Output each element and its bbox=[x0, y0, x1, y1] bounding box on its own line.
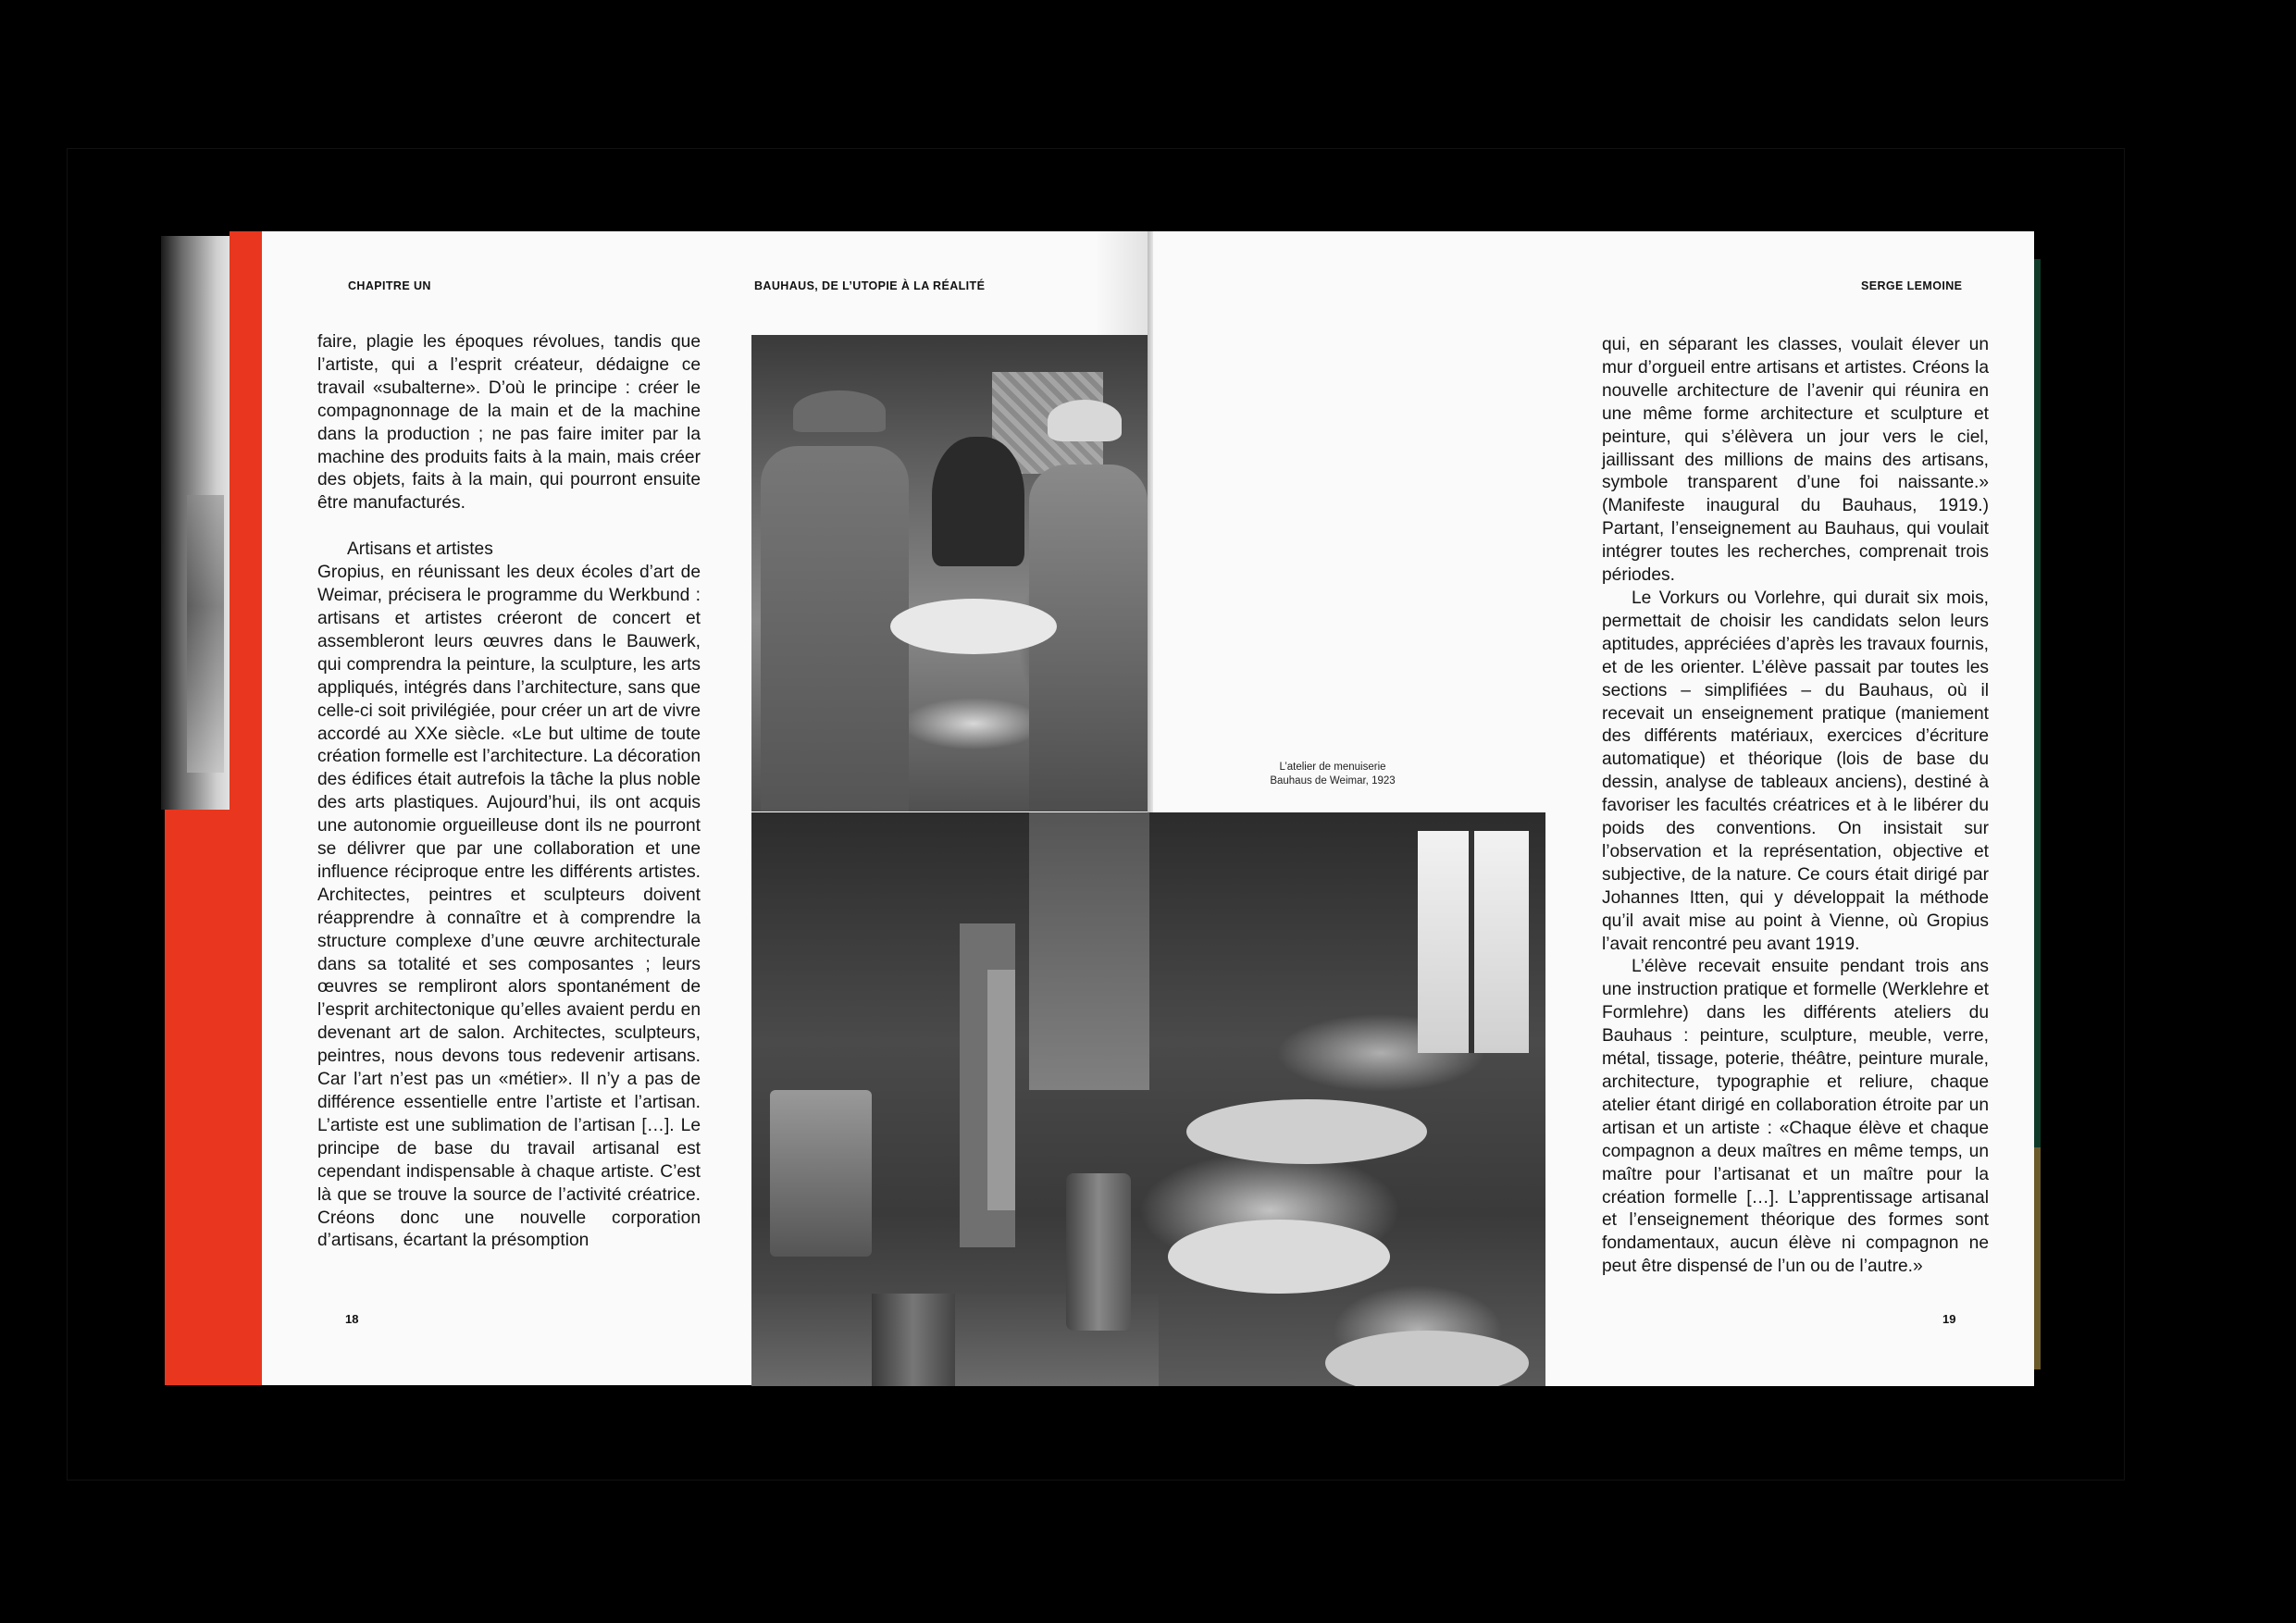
workshop-doorway-light bbox=[987, 970, 1015, 1210]
caption-line-1: L’atelier de menuiserie bbox=[1279, 762, 1386, 773]
workshop-wall bbox=[1029, 812, 1149, 1090]
workbench-top bbox=[1186, 1099, 1427, 1164]
page-number-right: 19 bbox=[1942, 1312, 1956, 1326]
photo-caption bbox=[1240, 761, 1425, 788]
paragraph: L’élève recevait ensuite pendant trois ans une instruction pratique et formelle (Werklehre et Formlehre) dans les différents ateliers du Bauhaus : peinture, sculpture, meuble, verre, métal, tissage, poterie, théâtre, peinture murale, architecture, typographie et reliure, chaque atelier étant dirigé en collaboration étroite par un artisan et un artiste : «Chaque élève et chaque compagnon a deux maîtres en même temps, un maître pour l’artisanat et un maître pour la création formelle […]. L’apprentissage artisanal et l’enseignement théorique des formes sont fondamentaux, aucun élève ni compagnon ne peut être dispensé de l’un ou de l’autre.» bbox=[1602, 957, 1989, 1277]
cafe-table bbox=[890, 599, 1057, 654]
paragraph: qui, en séparant les classes, voulait élever un mur d’orgueil entre artisans et artistes. Créons la nouvelle architecture de l’avenir qui réunira en une même forme architecture et sculpture et peinture, qui s’élèvera un jour vers le ciel, jaillissant des millions de mains des artisans, symbole transparent d’une foi naissante.» (Manifeste inaugural du Bauhaus, 1919.) Partant, l’enseignement au Bauhaus, qui voulait intégrer toutes les recherches, comprenait trois périodes. bbox=[1602, 335, 1989, 586]
figure-center bbox=[932, 437, 1024, 566]
paragraph: Le Vorkurs ou Vorlehre, qui durait six mois, permettait de choisir les candidats selon leurs aptitudes, appréciées d’après les travaux fournis, et de les orienter. L’élève passait par toutes les sections – simplifiées – du Bauhaus, où il recevait un enseignement pratique (maniement des différents matériaux, exercices d’écriture automatique) et théorique (lois de base du dessin, analyse de tableaux anciens), destiné à favoriser les facultés créatrices et à le libérer du poids des conventions. On insistait sur l’observation et la représentation, objective et subjective, de la nature. Ce cours était dirigé par Johannes Itten, qui y développait la méthode qu’il avait mise au point à Vienne, où Gropius l’avait rencontré peu avant 1919. bbox=[1602, 588, 1989, 954]
workshop-window bbox=[1418, 831, 1529, 1053]
running-head-chapter: CHAPITRE UN bbox=[348, 279, 431, 292]
running-head-author: SERGE LEMOINE bbox=[1861, 279, 1963, 292]
workshop-photograph bbox=[751, 812, 1545, 1386]
wood-stump-front bbox=[872, 1294, 955, 1386]
cafe-photograph bbox=[751, 335, 1148, 812]
hat-right bbox=[1048, 400, 1122, 441]
hat-left bbox=[793, 390, 886, 432]
subheading: Artisans et artistes bbox=[347, 539, 493, 560]
paragraph: Gropius, en réunissant les deux écoles d’art de Weimar, précisera le programme du Werkbund : artisans et artistes créeront de concert et assembleront leurs œuvres dans le Bauwerk, qui comprendra la peinture, la sculpture, les arts appliqués, intégrés dans l’architecture, sans que celle-ci soit privilégiée, pour créer un art de vivre accordé au XXe siècle. «Le but ultime de toute création formelle est l’architecture. La décoration des édifices était autrefois la tâche la plus noble des arts plastiques. Aujourd’hui, ils ont acquis une autonomie orgueilleuse dont ils ne pourront se délivrer que par une collaboration et une influence réciproque entre les différents artistes. Architectes, peintres et sculpteurs doivent réapprendre à connaître et à comprendre la structure complexe d’une œuvre architecturale dans sa totalité et ses composantes ; leurs œuvres se rempliront alors spontanément de l’esprit architectonique qu’elles avaient perdu en devenant art de salon. Architectes, sculpteurs, peintres, nous devons tous redevenir artisans. Car l’art n’est pas un «métier». Il n’y a pas de différence essentielle entre l’artiste et l’artisan. L’artiste est une sublimation de l’artisan […]. Le principe de base du travail artisanal est cependant indispensable à chaque artiste. C’est là que se trouve la source de l’activité créatrice. Créons donc une nouvelle corporation d’artisans, écartant la présomption bbox=[317, 563, 701, 1251]
cover-red-strip bbox=[230, 231, 262, 1385]
page-number-left: 18 bbox=[345, 1312, 359, 1326]
back-cover-red-edge bbox=[165, 810, 231, 1385]
left-text-column bbox=[317, 331, 701, 1253]
figure-left bbox=[761, 446, 909, 812]
right-text-column bbox=[1602, 334, 1989, 1279]
caption-line-2: Bauhaus de Weimar, 1923 bbox=[1270, 775, 1396, 787]
workbench-middle bbox=[1168, 1220, 1390, 1294]
workbench-vise bbox=[770, 1090, 872, 1257]
running-head-title: BAUHAUS, DE L’UTOPIE À LA RÉALITÉ bbox=[754, 279, 986, 292]
back-cover-photo-edge bbox=[161, 236, 230, 810]
paragraph: faire, plagie les époques révolues, tandis que l’artiste, qui a l’esprit créateur, dédaigne ce travail «subalterne». D’où le principe : créer le compagnonnage de la main et de la machine dans la production ; ne pas faire imiter par la machine des produits faits à la main, mais créer des objets, faits à la main, qui pourront ensuite être manufacturés. bbox=[317, 332, 701, 514]
workbench-front bbox=[1325, 1331, 1529, 1386]
wood-stump bbox=[1066, 1173, 1131, 1331]
